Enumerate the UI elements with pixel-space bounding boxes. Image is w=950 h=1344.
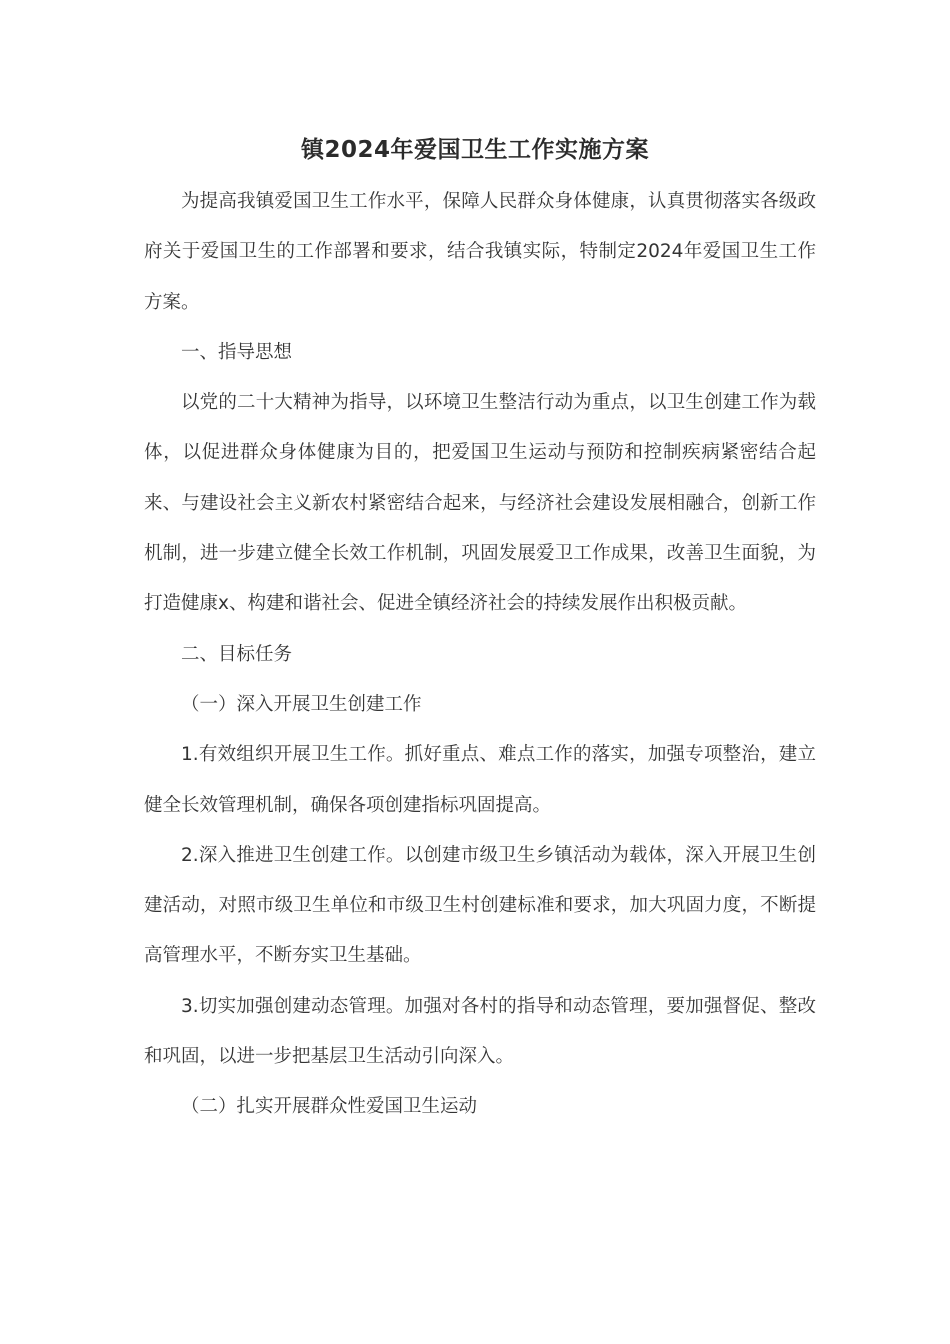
- subsection-heading-mass-campaign: （二）扎实开展群众性爱国卫生运动: [181, 1096, 478, 1118]
- list-item: 1.有效组织开展卫生工作。抓好重点、难点工作的落实，加强专项整治，建立健全长效管理机制，确保各项创建指标巩固提高。: [144, 744, 816, 816]
- document-title: 镇2024年爱国卫生工作实施方案: [300, 137, 649, 163]
- document-body: [144, 177, 816, 1133]
- intro-paragraph: 为提高我镇爱国卫生工作水平，保障人民群众身体健康，认真贯彻落实各级政府关于爱国卫生的工作部署和要求，结合我镇实际，特制定2024年爱国卫生工作方案。: [144, 191, 816, 313]
- list-item: 2.深入推进卫生创建工作。以创建市级卫生乡镇活动为载体，深入开展卫生创建活动，对照市级卫生单位和市级卫生村创建标准和要求，加大巩固力度，不断提高管理水平，不断夯实卫生基础。: [144, 844, 816, 967]
- section-heading-goals-tasks: 二、目标任务: [181, 643, 293, 665]
- list-item: 3.切实加强创建动态管理。加强对各村的指导和动态管理，要加强督促、整改和巩固，以进一步把基层卫生活动引向深入。: [144, 995, 816, 1068]
- section-heading-guiding-thought: 一、指导思想: [181, 341, 293, 363]
- guiding-thought-paragraph: 以党的二十大精神为指导，以环境卫生整洁行动为重点，以卫生创建工作为载体，以促进群众身体健康为目的，把爱国卫生运动与预防和控制疾病紧密结合起来、与建设社会主义新农村紧密结合起来，与经济社会建设发展相融合，创新工作机制，进一步建立健全长效工作机制，巩固发展爱卫工作成果，改善卫生面貌，为打造健康x、构建和谐社会、促进全镇经济社会的持续发展作出积极贡献。: [144, 392, 816, 615]
- subsection-heading-health-creation: （一）深入开展卫生创建工作: [181, 693, 422, 715]
